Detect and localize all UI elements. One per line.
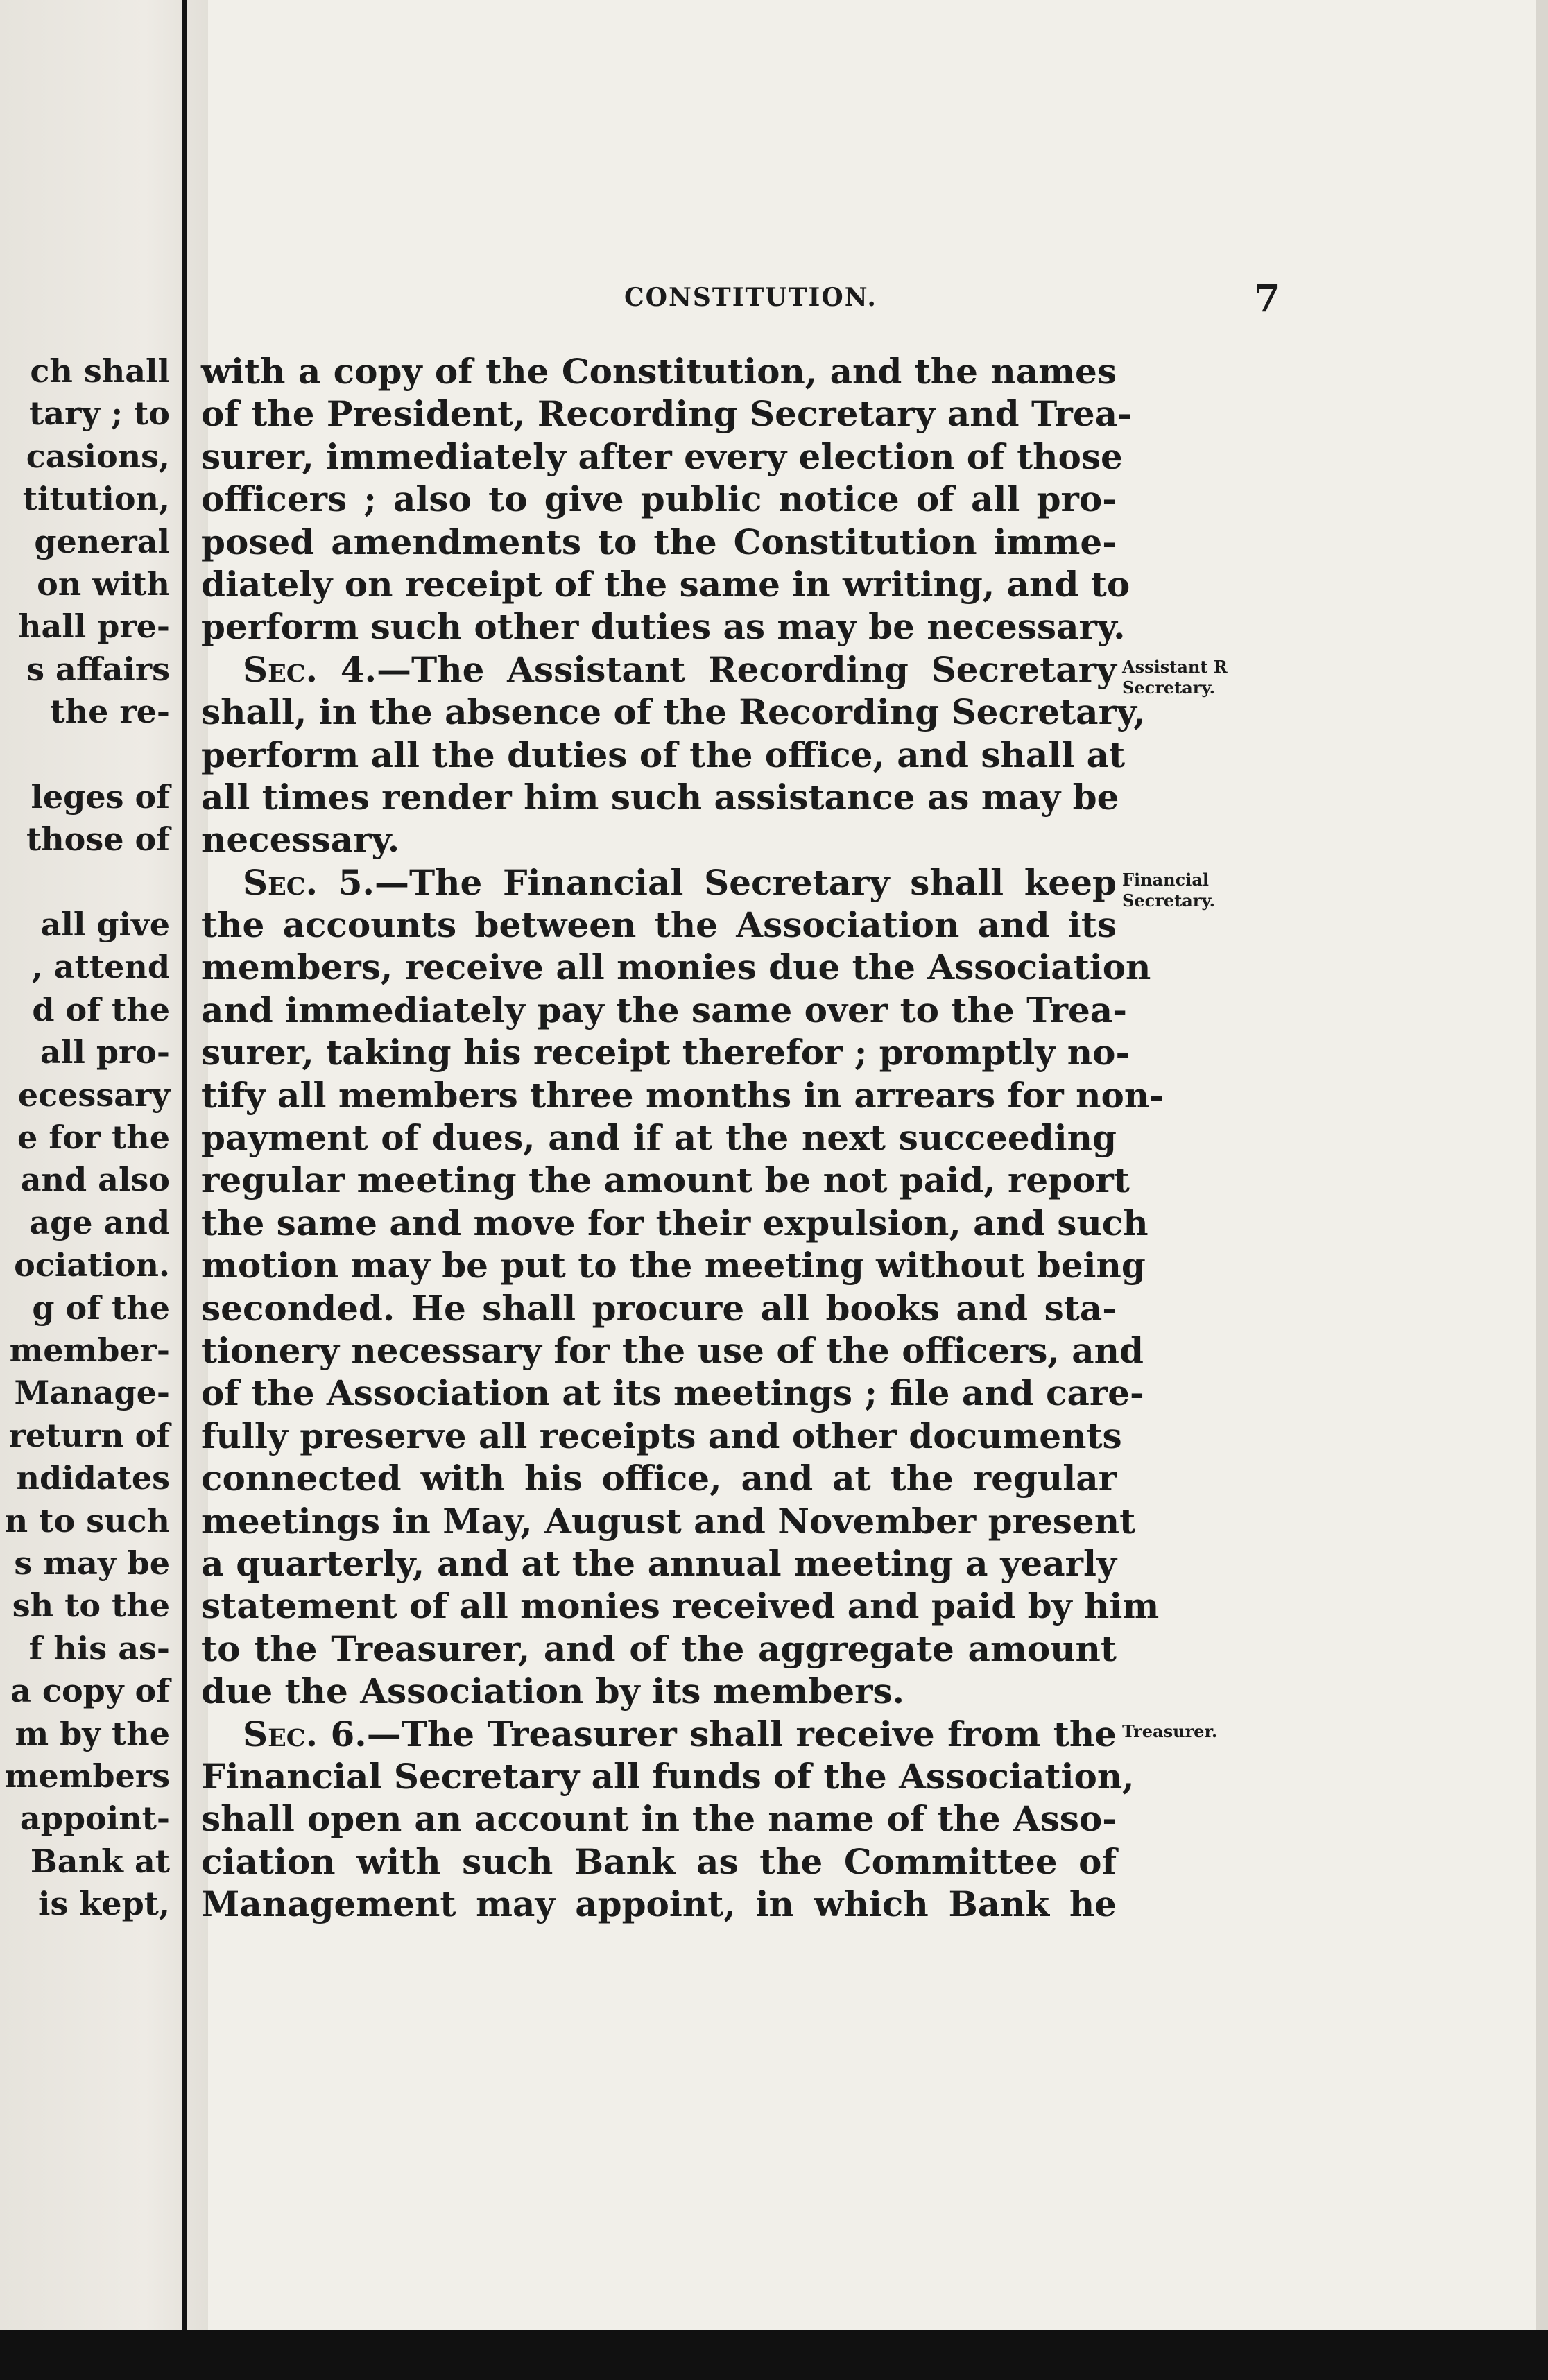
facing-page-line: s affairs [26,650,170,688]
body-line [201,1840,1117,1883]
line-text: meetings in May, August and November present [201,1500,1136,1542]
section-heading-line [201,1713,1117,1755]
body-line [201,1372,1144,1414]
body-line [201,1883,1117,1925]
line-text: tionery necessary for the use of the officers, and [201,1329,1144,1371]
facing-page-line: appoint- [19,1800,170,1838]
line-text: perform all the duties of the office, and shall at [201,734,1126,775]
body-line [201,563,1130,605]
facing-page-line: Manage- [14,1374,170,1412]
facing-page-line: f his as- [28,1629,170,1667]
body-line [201,1031,1130,1073]
section-heading-line [201,861,1117,904]
line-text: and immediately pay the same over to the Trea- [201,989,1127,1031]
facing-page-line: those of [26,820,170,859]
facing-page-line: casions, [26,437,170,475]
margin-note-line: Treasurer. [1122,1721,1218,1741]
margin-note-line: Financial [1122,869,1210,890]
body-line [201,1628,1117,1670]
facing-page-line: ch shall [30,352,170,390]
body-line [201,818,1117,861]
facing-page-line: is kept, [38,1885,170,1923]
body-line [201,1116,1117,1159]
facing-page-line: all pro- [40,1033,170,1071]
body-line [201,776,1117,818]
facing-page-line: , attend [31,948,170,986]
line-text: seconded. He shall procure all books and sta- [201,1287,1117,1329]
margin-note-line: Secretary. [1122,890,1215,911]
facing-page-line: s may be [14,1544,170,1582]
body-line [201,478,1117,520]
body-line [201,605,1126,648]
facing-page-line: leges of [31,777,170,816]
body-line [201,1159,1130,1201]
facing-page-line: hall pre- [18,607,170,646]
section-label-initial: S [243,1713,268,1754]
body-line [201,521,1117,563]
body-line [201,1542,1117,1585]
section-label-rest: ec. [268,861,318,903]
line-text: shall open an account in the name of the Asso- [201,1798,1117,1840]
line-text: of the Association at its meetings ; file and care- [201,1372,1144,1414]
margin-note-line: Secretary. [1122,677,1215,698]
line-text: regular meeting the amount be not paid, report [201,1159,1130,1201]
line-text: diately on receipt of the same in writing, and to [201,563,1130,605]
section-label-initial: S [243,861,268,903]
facing-page-line: age and [29,1203,170,1241]
line-text: the accounts between the Association and its [201,904,1117,946]
body-line [201,1415,1122,1457]
facing-page-line: ecessary [17,1076,170,1114]
body-text [201,350,1164,1925]
line-text: statement of all monies received and paid by him [201,1585,1160,1627]
body-line [201,734,1126,776]
margin-note [1122,1721,1217,1742]
facing-page-line: ociation. [14,1246,170,1284]
body-line [201,1755,1135,1797]
margin-note [1122,657,1228,698]
facing-page-line: members [4,1757,170,1795]
section-label-rest: ec. [268,648,318,690]
line-text: ciation with such Bank as the Committee of [201,1840,1117,1882]
facing-page-text-fragments [0,350,170,1925]
scan-bottom-border [0,2330,1548,2380]
body-line [201,436,1123,478]
body-line [201,989,1127,1031]
line-text: tify all members three months in arrears for non- [201,1074,1164,1116]
line-text: due the Association by its members. [201,1671,905,1712]
line-text: shall, in the absence of the Recording Secretary, [201,691,1146,733]
line-text: surer, taking his receipt therefor ; promptly no- [201,1032,1130,1073]
line-text: Management may appoint, in which Bank he [201,1883,1117,1925]
facing-page-line: general [34,522,170,560]
line-text: 5.—The Financial Secretary shall keep [318,861,1117,903]
line-text: with a copy of the Constitution, and the names [201,351,1117,392]
line-text: all times render him such assistance as may be [201,776,1119,818]
page-edge [1536,0,1548,2380]
facing-page-line: tary ; to [29,395,170,433]
facing-page-line: n to such [4,1501,170,1540]
body-line [201,1500,1136,1542]
facing-page-line [0,861,170,904]
body-line [201,1202,1149,1244]
line-text: of the President, Recording Secretary and Trea- [201,393,1132,435]
body-line [201,1244,1146,1286]
facing-page-line [0,734,170,776]
line-text: 4.—The Assistant Recording Secretary [318,648,1117,690]
facing-page-line: the re- [50,693,170,731]
body-line [201,691,1146,733]
line-text: connected with his office, and at the regular [201,1458,1117,1499]
body-line [201,1670,1117,1712]
facing-page-line: titution, [22,480,170,518]
body-line [201,1457,1117,1499]
body-line [201,1585,1160,1627]
line-text: a quarterly, and at the annual meeting a yearly [201,1542,1117,1584]
margin-note [1122,870,1215,911]
body-line [201,946,1151,988]
line-text: fully preserve all receipts and other documents [201,1415,1122,1456]
facing-page-line: member- [9,1331,170,1369]
body-line [201,1074,1164,1116]
body-line [201,1329,1144,1372]
section-heading-line [201,648,1117,691]
body-line [201,1287,1117,1329]
section-label-initial: S [243,648,268,690]
line-text: to the Treasurer, and of the aggregate amount [201,1628,1117,1669]
facing-page-line: a copy of [10,1672,170,1710]
line-text: the same and move for their expulsion, and such [201,1202,1149,1243]
line-text: posed amendments to the Constitution imme- [201,521,1117,562]
line-text: members, receive all monies due the Association [201,947,1151,988]
facing-page-line: e for the [17,1119,170,1157]
body-line [201,904,1117,946]
section-label-rest: ec. [268,1713,318,1754]
running-head: CONSTITUTION. [624,283,877,312]
line-text: motion may be put to the meeting without being [201,1245,1146,1286]
page-number: 7 [1254,276,1280,320]
facing-page-line: return of [8,1416,170,1454]
facing-page-line: g of the [32,1288,170,1327]
facing-page-line: sh to the [12,1587,170,1625]
facing-page-line: ndidates [16,1459,170,1497]
line-text: 6.—The Treasurer shall receive from the [318,1713,1117,1754]
facing-page-line: and also [20,1161,170,1199]
margin-note-line: Assistant R [1122,656,1228,677]
body-line [201,350,1117,393]
line-text: Financial Secretary all funds of the Association, [201,1755,1135,1797]
facing-page-line: Bank at [30,1842,170,1880]
body-line [201,1797,1117,1840]
line-text: perform such other duties as may be necessary. [201,606,1126,648]
body-line [201,393,1132,435]
facing-page-line: d of the [32,990,170,1028]
line-text: necessary. [201,819,400,861]
book-spine-line [182,0,187,2380]
facing-page-line: all give [40,906,170,944]
facing-page-line: on with [37,564,170,603]
line-text: payment of dues, and if at the next succeeding [201,1117,1117,1159]
line-text: officers ; also to give public notice of all pro- [201,478,1117,520]
line-text: surer, immediately after every election of those [201,436,1123,477]
facing-page-line: m by the [15,1714,170,1752]
